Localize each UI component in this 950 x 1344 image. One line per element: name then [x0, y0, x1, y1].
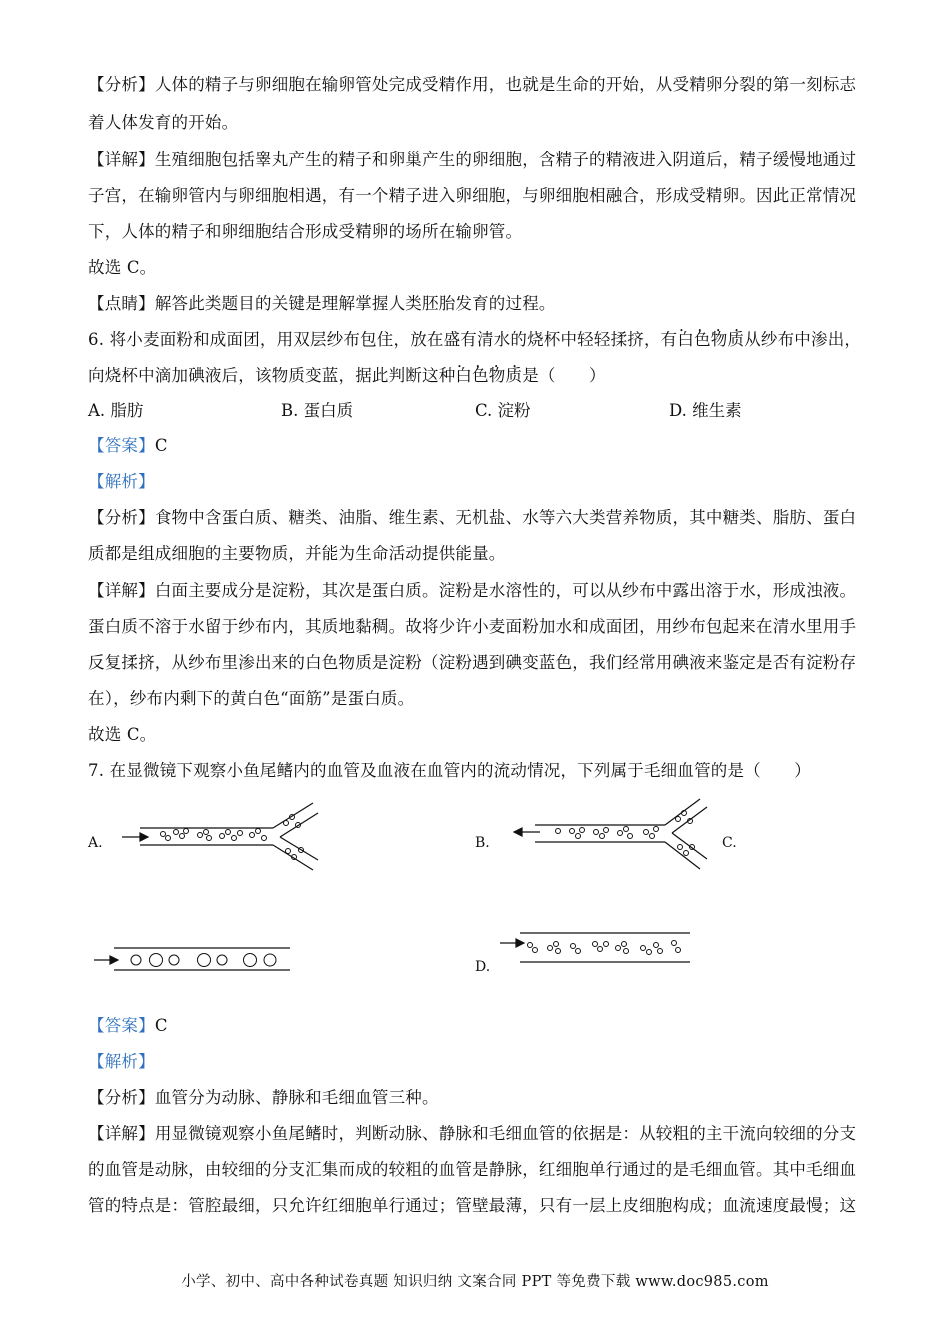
answer-tag: 【答案】 — [88, 1016, 155, 1035]
q5-analysis-line2: 着人体发育的开始。 — [88, 113, 239, 132]
q7-detail-line1 — [88, 1122, 863, 1146]
flow-arrow-head — [514, 828, 522, 836]
q7-answer — [88, 1014, 863, 1038]
comment-tag: 【点睛】 — [88, 294, 155, 313]
q5-detail-line3: 下，人体的精子和卵细胞结合形成受精卵的场所在输卵管。 — [88, 222, 523, 241]
q5-comment — [88, 292, 863, 316]
q7-stem: 7. 在显微镜下观察小鱼尾鳍内的血管及血液在血管内的流动情况，下列属于毛细血管的是（ ） — [88, 761, 811, 780]
q6-detail-line2: 蛋白质不溶于水留于纱布内，其质地黏稠。故将少许小麦面粉加水和成面团，用纱布包起来在清水里用手 — [88, 617, 857, 636]
q7-detail-line3: 管的特点是：管腔最细，只允许红细胞单行通过；管壁最薄，只有一层上皮细胞构成；血流速度最慢；这 — [88, 1196, 857, 1215]
detail-text: 白面主要成分是淀粉，其次是蛋白质。淀粉是水溶性的，可以从纱布中露出溶于水，形成浊液。 — [154, 581, 857, 600]
q6-option-a: A. 脂肪 — [88, 401, 144, 420]
analysis-tag: 【分析】 — [88, 1088, 155, 1107]
diagram-b-label: B. — [475, 835, 490, 851]
diagram-a-label: A. — [88, 835, 103, 851]
branch-upper-inner — [672, 807, 707, 833]
branch-upper-outer — [273, 803, 313, 828]
answer-value: C — [154, 436, 168, 455]
q6-stem-part: 从纱布中渗出， — [744, 330, 862, 349]
q6-detail-line1 — [88, 579, 863, 603]
q6-option-b: B. 蛋白质 — [281, 401, 354, 420]
q5-choose: 故选 C。 — [88, 258, 157, 277]
q7-detail-line2: 的血管是动脉，由较细的分支汇集而成的较粗的血管是静脉，红细胞单行通过的是毛细血管。其中毛细血 — [88, 1160, 857, 1179]
flow-arrow-head — [140, 833, 148, 841]
flow-arrow-head — [110, 956, 118, 964]
q6-stem-line1 — [88, 328, 863, 352]
detail-text: 生殖细胞包括睾丸产生的精子和卵巢产生的卵细胞，含精子的精液进入阴道后，精子缓慢地通过 — [154, 150, 857, 169]
flow-arrow-head — [516, 939, 524, 947]
emphasis-white-substance: 白色物质 • • • • — [455, 366, 522, 385]
diagram-b-vein — [510, 795, 730, 875]
emphasis-white-substance: 白色物质 • • • • — [677, 330, 744, 349]
diagram-d-vessel — [498, 928, 698, 968]
q6-stem-part: 向烧杯中滴加碘液后，该物质变蓝，据此判断这种 — [88, 366, 456, 385]
diagram-d-label: D. — [475, 959, 491, 975]
q7-jiexi: 【解析】 — [88, 1052, 155, 1071]
detail-tag: 【详解】 — [88, 581, 155, 600]
branch-lower-outer — [273, 845, 313, 870]
q5-detail-line2: 子宫，在输卵管内与卵细胞相遇，有一个精子进入卵细胞，与卵细胞相融合，形成受精卵。因此正常情况 — [88, 186, 857, 205]
q6-stem-part: 6. 将小麦面粉和成面团，用双层纱布包住，放在盛有清水的烧杯中轻轻揉挤，有 — [88, 330, 678, 349]
answer-tag: 【答案】 — [88, 436, 155, 455]
q6-detail-line3: 反复揉挤，从纱布里渗出来的白色物质是淀粉（淀粉遇到碘变蓝色，我们经常用碘液来鉴定是否有淀粉存 — [88, 653, 857, 672]
q6-analysis-line1 — [88, 506, 863, 530]
page-footer: 小学、初中、高中各种试卷真题 知识归纳 文案合同 PPT 等免费下载 www.doc985.com — [181, 1274, 769, 1290]
q6-option-c: C. 淀粉 — [475, 401, 531, 420]
q6-stem-part: 是（ ） — [522, 366, 606, 385]
analysis-text: 食物中含蛋白质、糖类、油脂、维生素、无机盐、水等六大类营养物质，其中糖类、脂肪、蛋白 — [154, 508, 857, 527]
q6-choose: 故选 C。 — [88, 725, 157, 744]
q6-detail-line4: 在），纱布内剩下的黄白色“面筋”是蛋白质。 — [88, 689, 415, 708]
analysis-tag: 【分析】 — [88, 508, 155, 527]
diagram-a-artery — [118, 795, 348, 875]
q6-jiexi: 【解析】 — [88, 472, 155, 491]
detail-text: 用显微镜观察小鱼尾鳍时，判断动脉、静脉和毛细血管的依据是：从较粗的主干流向较细的分支 — [154, 1124, 857, 1143]
analysis-tag: 【分析】 — [88, 75, 155, 94]
detail-tag: 【详解】 — [88, 150, 155, 169]
answer-value: C — [154, 1016, 168, 1035]
blood-cells — [528, 941, 681, 955]
q6-answer — [88, 434, 863, 458]
comment-text: 解答此类题目的关键是理解掌握人类胚胎发育的过程。 — [154, 294, 556, 313]
q5-detail-line1 — [88, 148, 863, 172]
diagram-c-label: C. — [722, 835, 737, 851]
q6-option-d: D. 维生素 — [669, 401, 742, 420]
analysis-text: 人体的精子与卵细胞在输卵管处完成受精作用，也就是生命的开始，从受精卵分裂的第一刻标志 — [154, 75, 857, 94]
diagram-c-capillary — [92, 940, 297, 980]
blood-cells — [161, 815, 304, 860]
branch-upper-outer — [665, 799, 700, 825]
q6-analysis-line2: 质都是组成细胞的主要物质，并能为生命活动提供能量。 — [88, 544, 506, 563]
red-blood-cells-single-file — [131, 954, 276, 967]
q7-analysis — [88, 1086, 863, 1110]
detail-tag: 【详解】 — [88, 1124, 155, 1143]
q5-analysis-line1 — [88, 73, 863, 97]
q6-stem-line2 — [88, 364, 863, 388]
analysis-text: 血管分为动脉、静脉和毛细血管三种。 — [154, 1088, 439, 1107]
